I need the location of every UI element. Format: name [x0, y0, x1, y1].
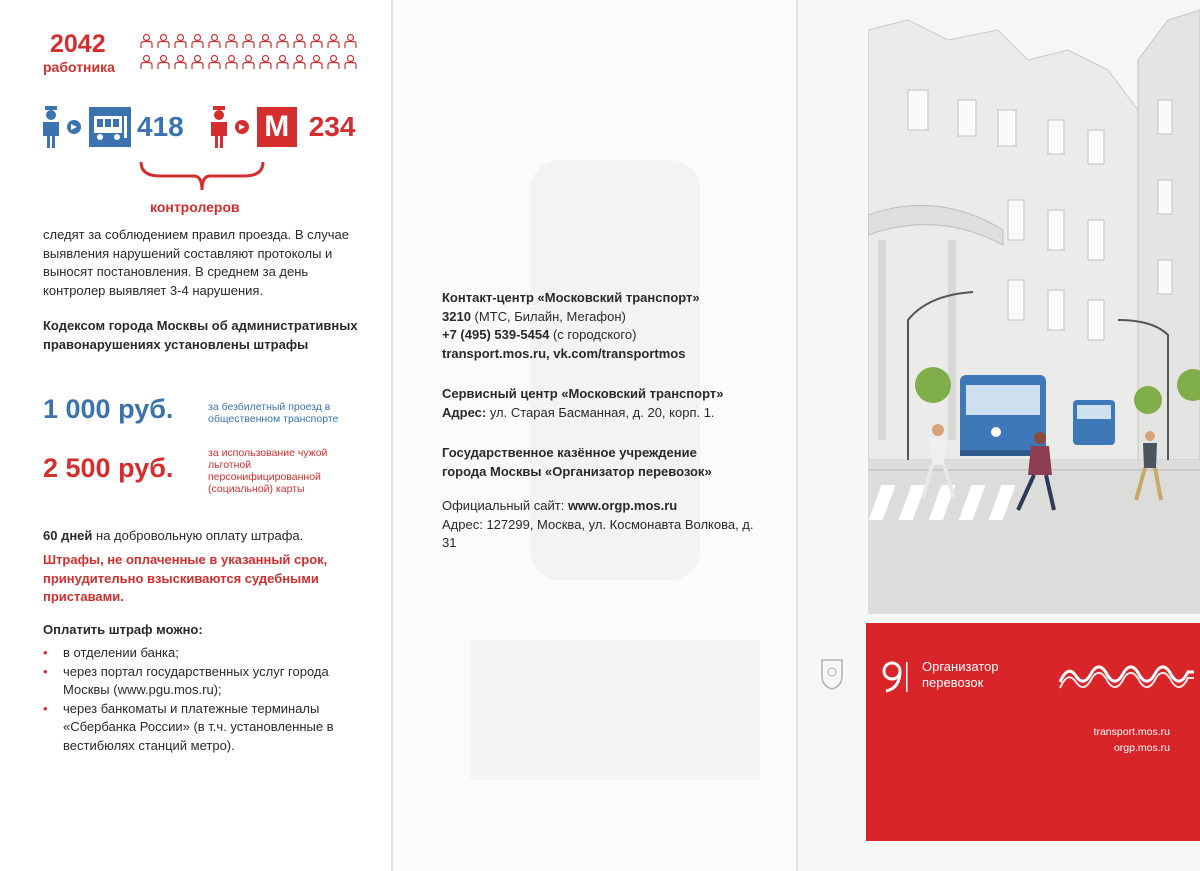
person-icon	[157, 55, 170, 70]
person-icon	[310, 34, 323, 49]
ghost-metro-shape	[470, 640, 760, 780]
web-links: transport.mos.ru, vk.com/transportmos	[442, 345, 686, 361]
wave-pattern-icon	[1058, 662, 1196, 690]
controllers-metro-count: 234	[308, 111, 356, 142]
brand-line2: перевозок	[922, 675, 984, 690]
service-address	[442, 404, 762, 423]
brand-line1: Организатор	[922, 659, 999, 674]
pay-title: Оплатить штраф можно:	[43, 622, 203, 637]
fold-line	[391, 0, 393, 871]
phone-line	[442, 326, 762, 345]
service-address-value: ул. Старая Басманная, д. 20, корп. 1.	[486, 404, 715, 420]
metro-icon: М	[257, 107, 297, 147]
org-address: Адрес: 127299, Москва, ул. Космонавта Волкова, д. 31	[442, 516, 754, 550]
site-url: www.orgp.mos.ru	[567, 498, 678, 513]
person-icon	[259, 55, 272, 70]
controllers-label: контролеров	[150, 199, 240, 215]
org-title-text: Государственное казённое учреждение города Москвы «Организатор перевозок»	[442, 445, 712, 479]
service-center	[442, 385, 762, 422]
warning-text: Штрафы, не оплаченные в указанный срок, принудительно взыскиваются судебными приставами.	[43, 552, 328, 604]
org-site	[442, 497, 762, 516]
link-orgp[interactable]: orgp.mos.ru	[1113, 742, 1170, 754]
phone-note: (с городского)	[549, 327, 637, 342]
person-icon	[140, 55, 153, 70]
organizer-logo-icon	[880, 660, 910, 694]
person-icon	[310, 55, 323, 70]
short-number-note: (МТС, Билайн, Мегафон)	[470, 308, 626, 324]
brand-text	[922, 659, 999, 691]
person-icon	[242, 55, 255, 70]
person-icon	[242, 34, 255, 49]
list-item: • в отделении банка;	[43, 644, 353, 663]
arrow-icon	[67, 120, 87, 134]
person-icon	[140, 34, 153, 49]
person-icon	[344, 55, 357, 70]
contacts-block	[442, 289, 762, 553]
brand-links	[1080, 724, 1170, 756]
person-icon	[174, 55, 187, 70]
fine-note-2: за использование чужой льготной персонифицированной (социальной) карты	[208, 447, 328, 495]
employees-count: 2042	[50, 30, 106, 58]
contact-title: Контакт-центр «Московский транспорт»	[442, 290, 700, 305]
payment-period	[43, 527, 303, 546]
person-icon	[225, 55, 238, 70]
controller-red-icon	[208, 106, 230, 148]
person-icon	[276, 34, 289, 49]
person-icon	[191, 34, 204, 49]
fold-line	[796, 0, 798, 871]
arrow-icon	[235, 120, 255, 134]
person-icon	[174, 34, 187, 49]
person-icon	[225, 34, 238, 49]
person-icon	[191, 55, 204, 70]
fine-amount-1: 1 000 руб.	[43, 394, 174, 424]
fine-note-1: за безбилетный проезд в общественном транспорте	[208, 401, 339, 425]
curly-bracket	[138, 160, 266, 194]
contact-center	[442, 289, 762, 363]
people-icon-grid	[140, 34, 372, 70]
person-icon	[259, 34, 272, 49]
site-label: Официальный сайт:	[442, 498, 568, 513]
list-item: • через банкоматы и платежные терминалы «Сбербанка России» (в т.ч. установленные в вестибюлях станций метро).	[43, 700, 353, 756]
pay-list	[43, 644, 353, 755]
service-title: Сервисный центр «Московский транспорт»	[442, 386, 724, 401]
short-number-line	[442, 308, 762, 327]
person-icon	[344, 34, 357, 49]
fine-amount-2: 2 500 руб.	[43, 453, 174, 483]
person-icon	[293, 55, 306, 70]
service-address-label: Адрес:	[442, 404, 487, 420]
person-icon	[327, 55, 340, 70]
list-item: • через портал государственных услуг города Москвы (www.pgu.mos.ru);	[43, 663, 353, 700]
employees-label: работника	[43, 59, 115, 75]
link-transport[interactable]: transport.mos.ru	[1093, 726, 1170, 738]
person-icon	[208, 55, 221, 70]
payment-days: 60 дней	[43, 528, 93, 543]
person-icon	[293, 34, 306, 49]
street-illustration	[868, 0, 1200, 614]
controllers-description: следят за соблюдением правил проезда. В случае выявления нарушений составляют протоколы и выносят постановления. В среднем за день контролер выявляет 3-4 нарушения.	[43, 227, 349, 298]
moscow-coat-of-arms-icon	[820, 658, 844, 690]
controllers-bus-count: 418	[137, 111, 184, 142]
bus-icon	[89, 107, 131, 147]
payment-days-rest: на добровольную оплату штрафа.	[92, 528, 304, 543]
person-icon	[327, 34, 340, 49]
controllers-row	[40, 106, 355, 148]
short-number: 3210	[442, 308, 471, 324]
person-icon	[276, 55, 289, 70]
code-heading: Кодексом города Москвы об административных правонарушениях установлены штрафы	[43, 318, 358, 352]
person-icon	[157, 34, 170, 49]
phone-number: +7 (495) 539-5454	[442, 327, 550, 342]
controller-blue-icon	[40, 106, 62, 148]
org-title	[442, 444, 762, 481]
person-icon	[208, 34, 221, 49]
